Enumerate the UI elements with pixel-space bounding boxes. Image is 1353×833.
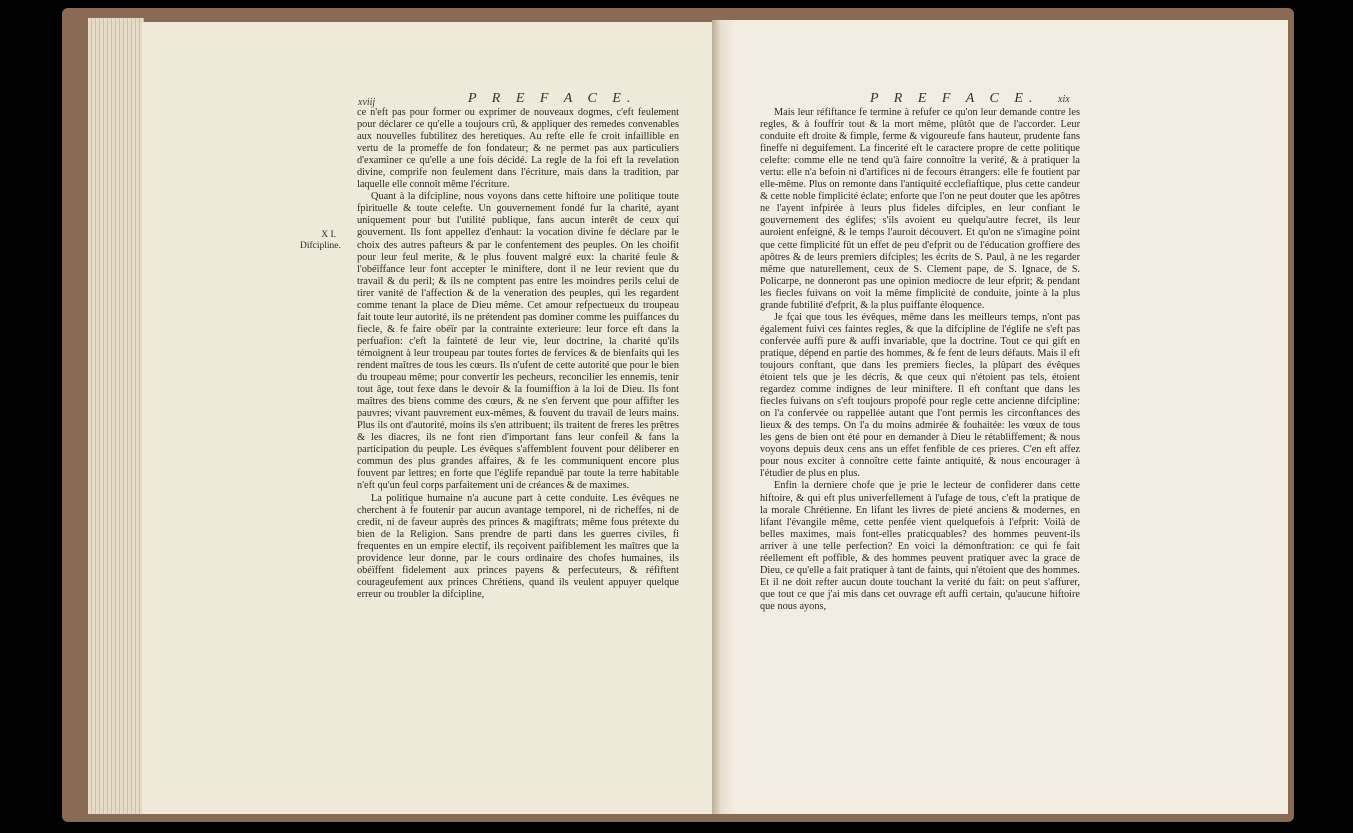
paragraph: Mais leur réfiftance fe termine à refufer ce qu'on leur demande contre les regles, & à fouffrir tout & la mort même, plûtôt que de l'accorder. Leur conduite eft droite & fimple, ferme & vigoureufe fans hauteur, prudente fans fineffe ni deguifement. La fincerité eft le caractere propre de cette politique celefte: comme elle ne tend qu'à faire connoître la verité, & à pratiquer la vertu: elle n'a befoin ni d'artifices ni de fecours étrangers: elle fe foutient par elle-même. Plus on remonte dans l'antiquité ecclefiaftique, plus cette candeur & cette noble fimplicité éclate; enforte que l'on ne peut douter que les apôtres ne l'ayent infpirée à leurs plus fideles difciples, en leur confiant le gouvernement des églifes; s'ils avoient eu quelqu'autre fecret, ils leur auroient enfeigné, & le temps l'auroit découvert. Et qu'on ne s'imagine point que cette fimplicité fût un effet de peu d'efprit ou de l'éducation groffiere des apôtres & de leurs premiers difciples; les écrits de S. Paul, à ne les regarder même que naturellement, ceux de S. Clement pape, de S. Ignace, de S. Policarpe, ne donneront pas une opinion mediocre de leur efprit; & pendant les fiecles fuivans on voit la même fimplicité de conduite, jointe à la plus grande fubtilité d'efprit, & la plus puiffante éloquence. <box>760 107 1080 311</box>
left-running-head: P R E F A C E. <box>468 91 637 106</box>
right-folio: xix <box>1058 94 1070 105</box>
paragraph: Enfin la derniere chofe que je prie le lecteur de confiderer dans cette hiftoire, & qui eft plus univerfellement à l'ufage de tous, c'eft la pratique de la morale Chrétienne. En lifant les livres de pieté anciens & modernes, en lifant l'évangile même, cette penfée vient quelquefois à l'efprit: Voilà de belles maximes, mais font-elles praticquables? des hommes peuvent-ils arriver à une telle perfection? En voici la démonftration: ce qui fe fait réellement eft poffible, & des hommes peuvent pratiquer avec la grace de Dieu, ce qu'elle a fait pratiquer à tant de faints, qui n'étoient que des hommes. Et il ne doit refter aucun doute touchant la verité du fait: on peut s'affurer, que tout ce que j'ai mis dans cet ouvrage eft auffi certain, qu'aucune hiftoire que nous ayons, <box>760 480 1080 612</box>
left-folio: xviij <box>358 97 376 108</box>
margin-note-number: X I. <box>321 230 336 240</box>
book-gutter <box>712 20 734 814</box>
paragraph: La politique humaine n'a aucune part à cette conduite. Les évêques ne cherchent à fe foutenir par aucun avantage temporel, ni de richeffes, ni de credit, ni de faveur auprès des princes & magiftrats; même fous prétexte du bien de la Religion. Sans prendre de parti dans les guerres civiles, fi frequentes en un empire electif, ils reçoivent paifiblement les maîtres que la providence leur donne, par le cours ordinaire des chofes humaines, ils obéïffent fidelement aux princes payens & perfecuteurs, & réfiftent courageufement aux princes Chrétiens, quand ils veulent appuyer quelque erreur ou troubler la difcipline, <box>357 492 679 600</box>
paragraph: ce n'eft pas pour former ou exprimer de nouveaux dogmes, c'eft feulement pour déclarer ce qu'elle a toujours crû, & appliquer des remedes convenables aux nouvelles fubtilitez des heretiques. Au refte elle fe croit infaillible en vertu de la promeffe de fon fondateur; & ne permet pas aux particuliers d'examiner ce qu'elle a une fois décidé. La regle de la foi eft la revelation divine, comprife non feulement dans l'écriture, mais dans la tradition, par laquelle elle connoît même l'écriture. <box>357 107 679 191</box>
page-edges <box>88 18 144 814</box>
right-page-text <box>760 107 1080 613</box>
margin-note <box>300 230 341 252</box>
paragraph: Quant à la difcipline, nous voyons dans cette hiftoire une politique toute fpirituelle & toute celefte. Un gouvernement fondé fur la charité, ayant uniquement pour but l'utilité publique, fans aucun interêt de ceux qui gouvernent. Ils font appellez d'enhaut: la vocation divine fe déclare par le choix des autres pafteurs & par le confentement des peuples. On les choifit pour leur feul merite, & le plus fouvent malgré eux: la charité feule & l'obéïffance leur font accepter le miniftere, dont il ne leur revient que du travail & du peril; & ils ne comptent pas entre les moindres perils celui de tirer vanité de l'affection & de la veneration des peuples, qui les regardent comme tenant la place de Dieu même. Cet amour refpectueux du troupeau fait toute leur autorité, ils ne prétendent pas dominer comme les puiffances du fiecle, & fe faire obéïr par la contrainte exterieure: leur force eft dans la perfuafion: c'eft la fainteté de leur vie, leur doctrine, la charité qu'ils témoignent à leur troupeau par toutes fortes de fervices & de bienfaits qui les rendent maîtres de tous les cœurs. Ils n'ufent de cette autorité que pour le bien du troupeau même; pour convertir les pecheurs, reconcilier les ennemis, tenir tout âge, tout fexe dans le devoir & la foumiffion à la loi de Dieu. Ils font maîtres des biens comme des cœurs, & ne s'en fervent que pour affifter les pauvres; vivant pauvrement eux-mêmes, & fouvent du travail de leurs mains. Plus ils ont d'autorité, moins ils s'en attribuent; ils traitent de freres les prêtres & les diacres, ils ne font rien d'important fans leur confeil & fans la participation du peuple. Les évêques s'affemblent fouvent pour déliberer en commun des plus grandes affaires, & fe les communiquent encore plus fouvent par lettres; en forte que l'églife repanduë par toute la terre habitable n'eft qu'un feul corps parfaitement uni de créances & de maximes. <box>357 191 679 492</box>
paragraph: Je fçai que tous les évêques, même dans les meilleurs temps, n'ont pas également fuivi ces faintes regles, & que la difcipline de l'églife ne s'eft pas confervée auffi pure & auffi invariable, que la doctrine. Tout ce qui gift en pratique, dépend en partie des hommes, & fe fent de leurs défauts. Mais il eft toujours conftant, que dans les premiers fiecles, la plûpart des évêques étoient tels que je les décris, & que ceux qui n'étoient pas tels, étoient regardez comme indignes de leur miniftere. Il eft conftant que dans les fiecles fuivans on s'eft toujours propofé pour regle cette ancienne difcipline: on l'a confervée ou rappellée autant que l'ont permis les circonftances des lieux & des temps. On l'a du moins admirée & fouhaitée: les vœux de tous les gens de bien ont été pour en demander à Dieu le rétabliffement; & nous voyons depuis deux cens ans un effet fenfible de ces prieres. C'en eft affez pour nous exciter à connoître cette fainte antiquité, & nous encourager à l'étudier de plus en plus. <box>760 311 1080 480</box>
left-page-text <box>357 107 679 601</box>
right-running-head: P R E F A C E. <box>870 91 1039 106</box>
margin-note-label: Difcipline. <box>300 241 341 251</box>
